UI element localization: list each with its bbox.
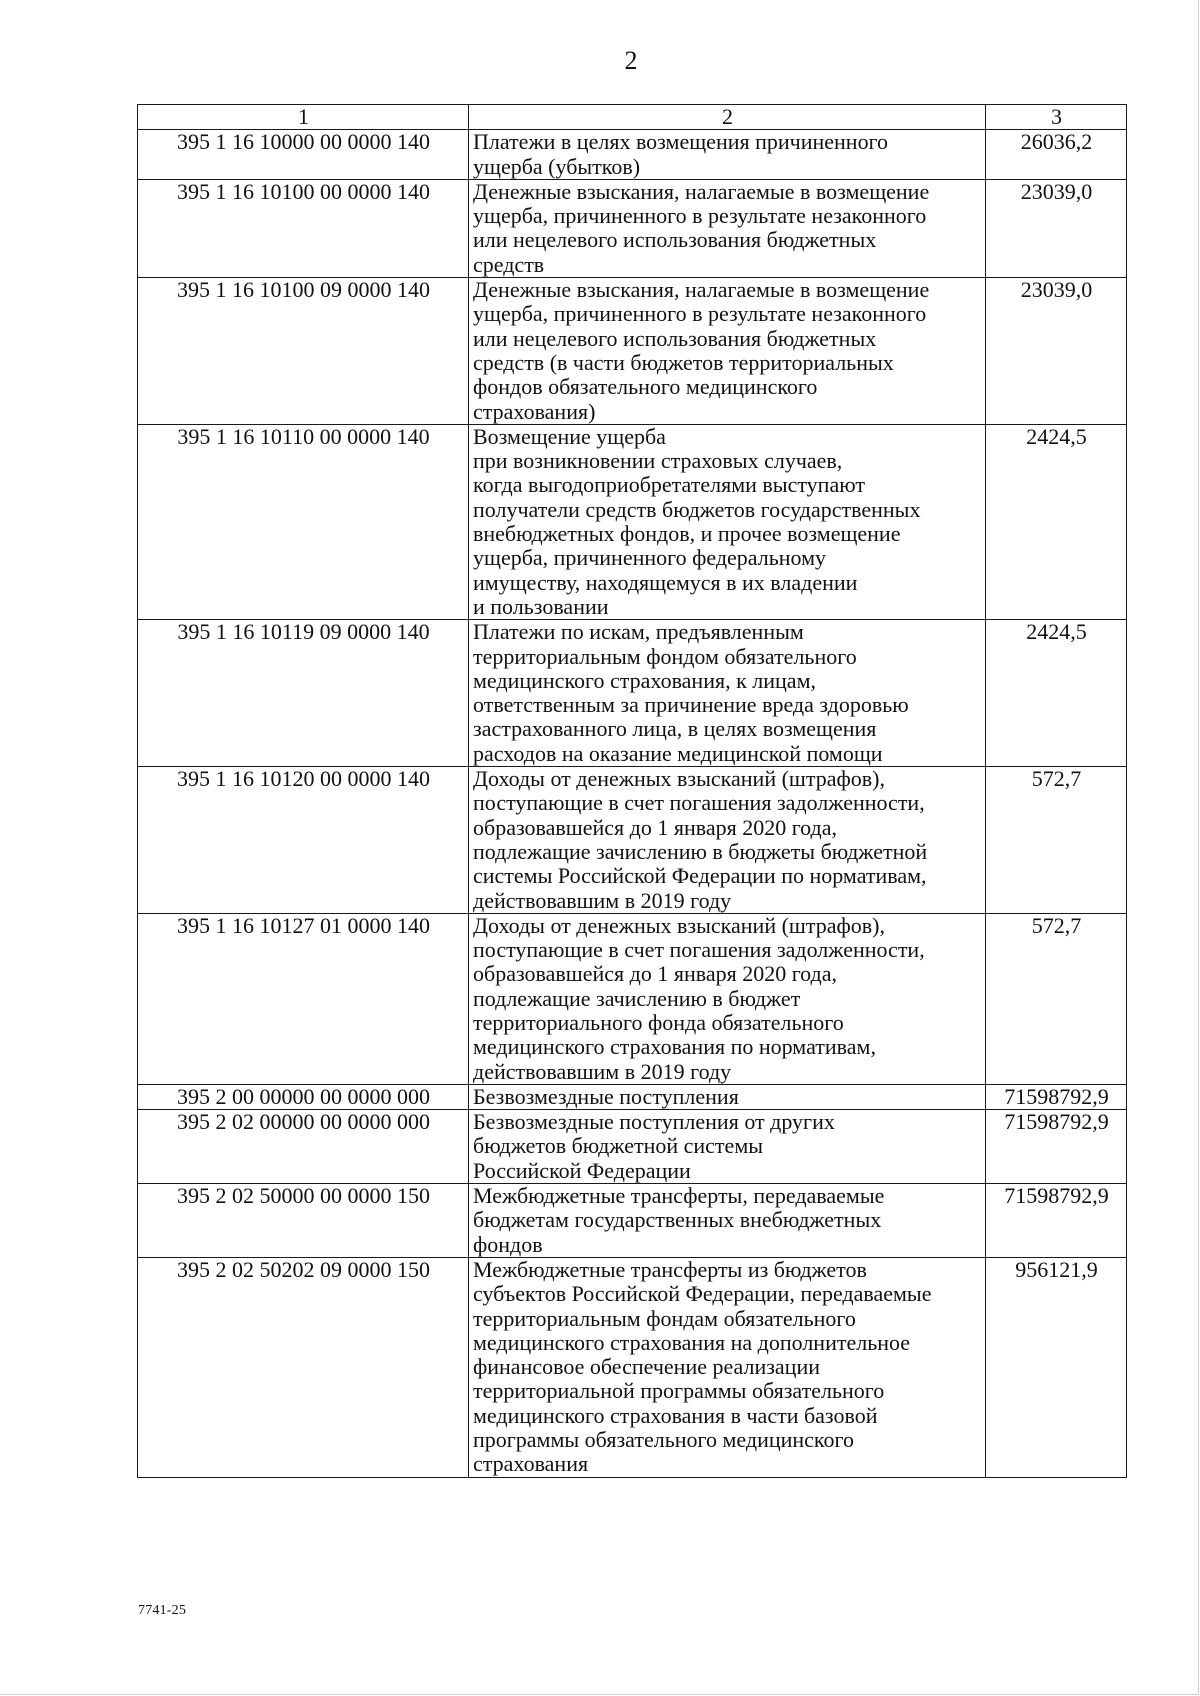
revenue-description	[469, 424, 986, 619]
budget-classification-code: 395 1 16 10120 00 0000 140	[138, 767, 469, 914]
description-line: Платежи по искам, предъявленным	[473, 619, 804, 645]
description-line: страхования	[473, 1451, 589, 1477]
description-line: образовавшейся до 1 января 2020 года,	[473, 961, 837, 987]
description-line: Денежные взыскания, налагаемые в возмещение	[473, 178, 930, 204]
description-line: Безвозмездные поступления от других	[473, 1109, 835, 1135]
amount-value: 572,7	[986, 767, 1127, 914]
budget-classification-code: 395 1 16 10100 00 0000 140	[138, 179, 469, 277]
amount-value: 2424,5	[986, 620, 1127, 767]
description-line: территориальным фондам обязательного	[473, 1305, 856, 1331]
header-cell-amount: 3	[986, 105, 1127, 130]
table-row	[138, 179, 1127, 277]
table-row	[138, 1110, 1127, 1184]
description-line: или нецелевого использования бюджетных	[473, 325, 877, 351]
description-line: медицинского страхования по нормативам,	[473, 1034, 876, 1060]
amount-value: 23039,0	[986, 278, 1127, 425]
description-line: и пользовании	[473, 593, 609, 619]
budget-classification-code: 395 2 02 50202 09 0000 150	[138, 1257, 469, 1477]
revenue-description	[469, 179, 986, 277]
description-line: Доходы от денежных взысканий (штрафов),	[473, 766, 885, 792]
description-line: ущерба (убытков)	[473, 153, 641, 179]
table-row	[138, 130, 1127, 180]
description-line: застрахованного лица, в целях возмещения	[473, 716, 877, 742]
description-line: территориальной программы обязательного	[473, 1378, 885, 1404]
description-line: медицинского страхования на дополнительное	[473, 1329, 911, 1355]
amount-value: 956121,9	[986, 1257, 1127, 1477]
revenue-table	[137, 104, 1127, 1478]
budget-classification-code: 395 2 02 50000 00 0000 150	[138, 1184, 469, 1258]
description-line: действовавшим в 2019 году	[473, 887, 732, 913]
description-line: ущерба, причиненного в результате незаконного	[473, 301, 927, 327]
description-line: подлежащие зачислению в бюджет	[473, 985, 801, 1011]
amount-value: 572,7	[986, 913, 1127, 1084]
description-line: Межбюджетные трансферты, передаваемые	[473, 1183, 885, 1209]
table-row	[138, 620, 1127, 767]
budget-classification-code: 395 2 02 00000 00 0000 000	[138, 1110, 469, 1184]
description-line: подлежащие зачислению в бюджеты бюджетной	[473, 838, 928, 864]
table-row	[138, 1257, 1127, 1477]
description-line: когда выгодоприобретателями выступают	[473, 472, 865, 498]
budget-classification-code: 395 1 16 10110 00 0000 140	[138, 424, 469, 619]
description-line: ущерба, причиненного в результате незаконного	[473, 203, 927, 229]
description-line: финансовое обеспечение реализации	[473, 1354, 821, 1380]
header-cell-code: 1	[138, 105, 469, 130]
description-line: программы обязательного медицинского	[473, 1427, 854, 1453]
description-line: поступающие в счет погашения задолженности,	[473, 937, 925, 963]
description-line: средств	[473, 251, 545, 277]
description-line: Платежи в целях возмещения причиненного	[473, 129, 889, 155]
description-line: Российской Федерации	[473, 1157, 691, 1183]
description-line: при возникновении страховых случаев,	[473, 448, 843, 474]
revenue-description	[469, 1084, 986, 1109]
revenue-description	[469, 1257, 986, 1477]
description-line: имуществу, находящемуся в их владении	[473, 569, 858, 595]
description-line: поступающие в счет погашения задолженности,	[473, 790, 925, 816]
amount-value: 71598792,9	[986, 1110, 1127, 1184]
budget-classification-code: 395 1 16 10119 09 0000 140	[138, 620, 469, 767]
description-line: Доходы от денежных взысканий (штрафов),	[473, 912, 885, 938]
table-row	[138, 1184, 1127, 1258]
description-line: Безвозмездные поступления	[473, 1083, 739, 1109]
page-number: 2	[624, 46, 638, 75]
description-line: Межбюджетные трансферты из бюджетов	[473, 1256, 867, 1282]
table-header-row	[138, 105, 1127, 130]
description-line: бюджетов бюджетной системы	[473, 1133, 764, 1159]
description-line: образовавшейся до 1 января 2020 года,	[473, 814, 837, 840]
revenue-description	[469, 620, 986, 767]
description-line: ответственным за причинение вреда здоровью	[473, 692, 909, 718]
table-row	[138, 767, 1127, 914]
amount-value: 71598792,9	[986, 1184, 1127, 1258]
description-line: или нецелевого использования бюджетных	[473, 227, 877, 253]
description-line: средств (в части бюджетов территориальных	[473, 349, 894, 375]
description-line: страхования)	[473, 398, 596, 424]
amount-value: 2424,5	[986, 424, 1127, 619]
description-line: действовавшим в 2019 году	[473, 1058, 732, 1084]
description-line: фондов обязательного медицинского	[473, 374, 818, 400]
revenue-description	[469, 1184, 986, 1258]
header-cell-description: 2	[469, 105, 986, 130]
amount-value: 26036,2	[986, 130, 1127, 180]
revenue-description	[469, 130, 986, 180]
description-line: Денежные взыскания, налагаемые в возмещение	[473, 277, 930, 303]
description-line: ущерба, причиненного федеральному	[473, 545, 827, 571]
description-line: субъектов Российской Федерации, передаваемые	[473, 1281, 932, 1307]
description-line: территориального фонда обязательного	[473, 1009, 844, 1035]
description-line: медицинского страхования в части базовой	[473, 1402, 878, 1428]
budget-classification-code: 395 2 00 00000 00 0000 000	[138, 1084, 469, 1109]
revenue-table-container	[137, 104, 1126, 1478]
budget-classification-code: 395 1 16 10127 01 0000 140	[138, 913, 469, 1084]
description-line: медицинского страхования, к лицам,	[473, 667, 816, 693]
table-row	[138, 278, 1127, 425]
table-row	[138, 913, 1127, 1084]
budget-classification-code: 395 1 16 10000 00 0000 140	[138, 130, 469, 180]
amount-value: 71598792,9	[986, 1084, 1127, 1109]
description-line: Возмещение ущерба	[473, 423, 666, 449]
revenue-table-body	[138, 105, 1127, 1478]
revenue-description	[469, 767, 986, 914]
document-code: 7741-25	[138, 1603, 187, 1618]
revenue-description	[469, 913, 986, 1084]
amount-value: 23039,0	[986, 179, 1127, 277]
budget-classification-code: 395 1 16 10100 09 0000 140	[138, 278, 469, 425]
description-line: фондов	[473, 1231, 543, 1257]
description-line: системы Российской Федерации по нормативам,	[473, 863, 927, 889]
description-line: получатели средств бюджетов государственных	[473, 496, 921, 522]
description-line: внебюджетных фондов, и прочее возмещение	[473, 521, 901, 547]
description-line: расходов на оказание медицинской помощи	[473, 740, 883, 766]
table-row	[138, 1084, 1127, 1109]
revenue-description	[469, 278, 986, 425]
description-line: бюджетам государственных внебюджетных	[473, 1207, 882, 1233]
table-row	[138, 424, 1127, 619]
description-line: территориальным фондом обязательного	[473, 643, 857, 669]
revenue-description	[469, 1110, 986, 1184]
